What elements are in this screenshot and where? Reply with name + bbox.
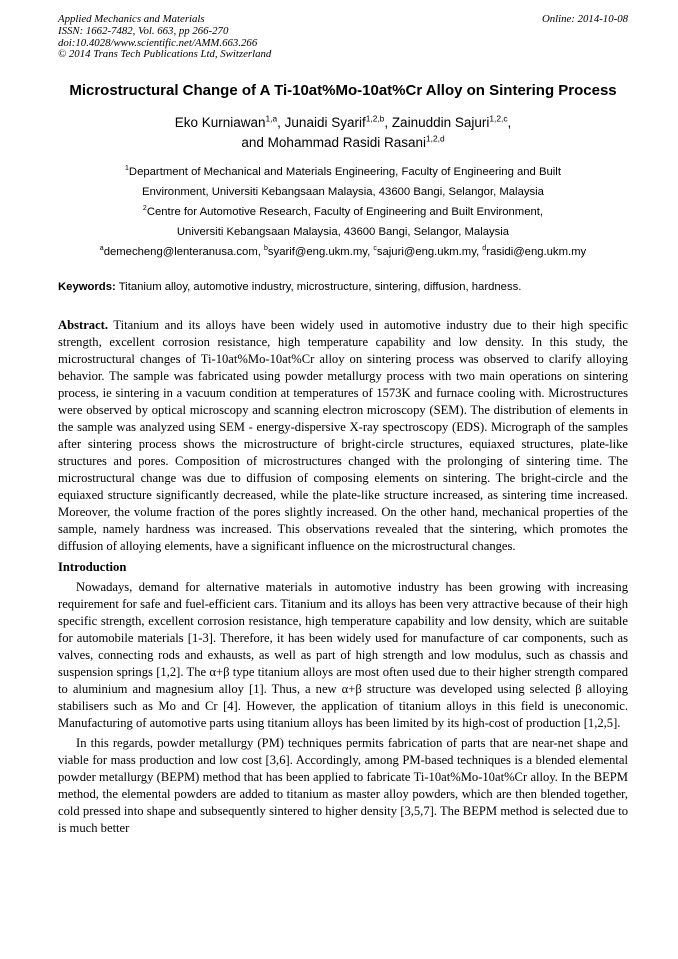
journal-name: Applied Mechanics and Materials	[58, 13, 205, 25]
introduction-paragraph-2: In this regards, powder metallurgy (PM) techniques permits fabrication of parts that are near-net shape and viable for mass production and low cost [3,6]. Accordingly, among PM-based techniques is a blended elemental powder metallurgy (BEPM) method that has been applied to fabricate Ti-10at%Mo-10at%Cr alloy. In the BEPM method, the elemental powders are added to titanium as master alloy powders, which are then blended together, cold pressed into shape and subsequently sintered to higher density [3,5,7]. The BEPM method is selected due to is much better	[58, 736, 628, 836]
authors-block	[58, 113, 628, 153]
journal-header	[58, 14, 628, 61]
affiliation-line-3: $^2$Centre for Automotive Research, Faculty of Engineering and Built Environment,	[142, 205, 544, 219]
issn-volume-line: ISSN: 1662-7482, Vol. 663, pp 266-270	[58, 24, 229, 37]
online-date: Online: 2014-10-08	[541, 13, 628, 25]
copyright-line: © 2014 Trans Tech Publications Ltd, Switzerland	[58, 48, 272, 61]
affiliations-block	[58, 162, 628, 262]
paper-title: Microstructural Change of A Ti-10at%Mo-10at%Cr Alloy on Sintering Process	[69, 82, 617, 100]
affiliation-line-4: Universiti Kebangsaan Malaysia, 43600 Bangi, Selangor, Malaysia	[176, 226, 510, 239]
abstract-label: Abstract.	[58, 318, 109, 333]
abstract-paragraph	[58, 317, 628, 555]
authors-line-1: Eko Kurniawan$^{1,a}$, Junaidi Syarif$^{1,2,b}$, Zainuddin Sajuri$^{1,2,c}$,	[174, 113, 512, 131]
authors-line-2: and Mohammad Rasidi Rasani$^{1,2,d}$	[241, 133, 445, 151]
keywords-label: Keywords:	[58, 281, 116, 294]
doi-line: doi:10.4028/www.scientific.net/AMM.663.266	[58, 36, 258, 49]
keywords-text: Titanium alloy, automotive industry, microstructure, sintering, diffusion, hardness.	[118, 281, 522, 294]
author-emails-line: $^a$demecheng@lenteranusa.com, $^b$syarif@eng.ukm.my, $^c$sajuri@eng.ukm.my, $^d$rasidi@eng.ukm.my	[99, 245, 587, 259]
journal-info-block	[58, 14, 271, 61]
keywords-line	[58, 280, 628, 294]
introduction-paragraph-1: Nowadays, demand for alternative materials in automotive industry has been growing with increasing requirement for safe and fuel-efficient cars. Titanium and its alloys has been very attractive because of their high specific strength, excellent corrosion resistance, high temperature capability and low density, which are suitable for automobile materials [1-3]. Therefore, it has been widely used for manufacture of car components, such as valves, connecting rods and exhausts, as well as part of high strength and low modulus, such as chassis and suspension springs [1,2]. The α+β type titanium alloys are most often used due to their higher strength compared to aluminium and magnesium alloy [1]. Thus, a new α+β structure was developed using selected β alloying stabilisers such as Mo and Cr [4]. However, the application of titanium alloys in this field is uneconomic. Manufacturing of automotive parts using titanium alloys has been limited by its high-cost of production [1,2,5].	[58, 580, 628, 731]
affiliation-line-2: Environment, Universiti Kebangsaan Malaysia, 43600 Bangi, Selangor, Malaysia	[142, 186, 544, 199]
section-heading-introduction: Introduction	[58, 560, 127, 575]
abstract-text: Titanium and its alloys have been widely used in automotive industry due to their high specific strength, excellent corrosion resistance, high temperature capability and low density. In this study, the microstructural changes of Ti-10at%Mo-10at%Cr alloy on sintering process was observed to clarify alloying behavior. The sample was fabricated using powder metallurgy process with two main operations on sintering process, ie sintering in a vacuum condition at temperatures of 1573K and furnace cooling with. Microstructures were observed by optical microscopy and scanning electron microscopy (SEM). The distribution of elements in the sample was analyzed using SEM - energy-dispersive X-ray spectroscopy (EDS). Micrograph of the samples after sintering process shows the microstructure of bright-circle structures, equiaxed structures, plate-like structures and pores. Composition of microstructures changed with the prolonging of sintering time. The microstructural change was due to diffusion of composing elements on sintering. The bright-circle and the equiaxed structure significantly decreased, while the plate-like structure increased, as sintering time increased. Moreover, the volume fraction of the pores slightly increased. On the other hand, mechanical properties of the sample, namely hardness was increased. This observations revealed that the sintering, which promotes the diffusion of alloying elements, have a significant influence on the microstructural changes.	[58, 318, 628, 554]
affiliation-line-1: $^1$Department of Mechanical and Materials Engineering, Faculty of Engineering and Built	[125, 165, 561, 179]
